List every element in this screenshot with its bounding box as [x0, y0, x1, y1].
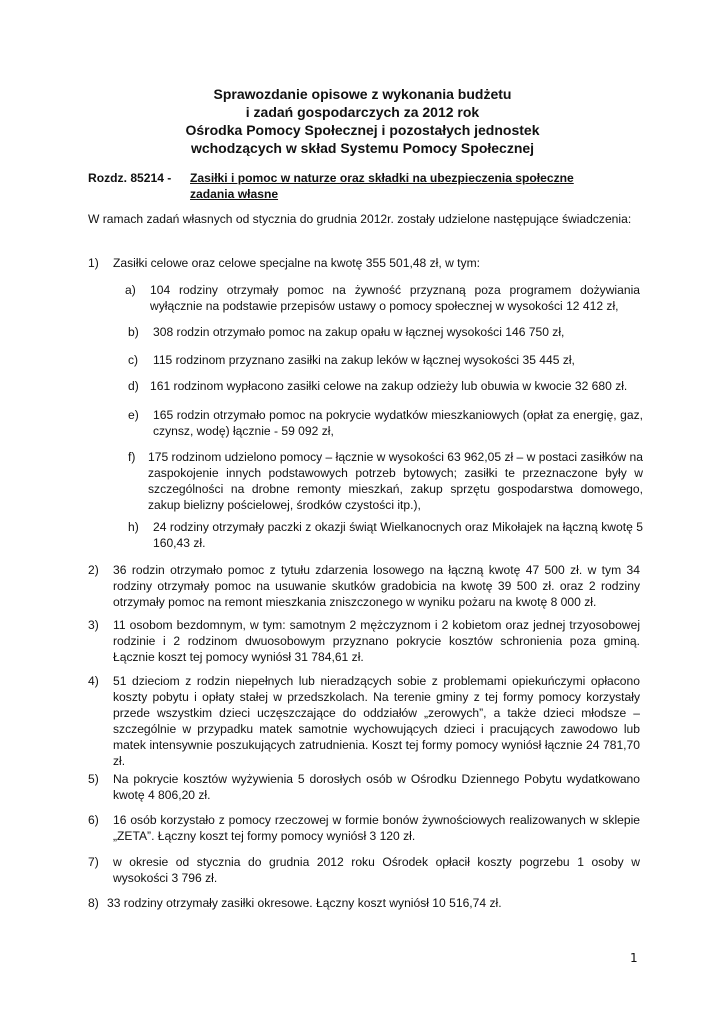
- sub-item-letter: e): [128, 408, 139, 422]
- sub-item-text: 165 rodzin otrzymało pomoc na pokrycie wydatków mieszkaniowych (opłat za energię, gaz, czynsz, wodę) łącznie - 59 092 zł,: [153, 408, 643, 438]
- item-text: 51 dzieciom z rodzin niepełnych lub nieradzących sobie z problemami opiekuńczymi opłacono koszty pobytu i opłaty stałej w przedszkolach. Na terenie gminy z tej formy pomocy korzystały przede wszystkim dzieci uczęszczające do oddziałów „zerowych”, a także dzieci młodsze – szczególnie w przypadku matek samotnie wychowujących dzieci i pracujących zawodowo lub matek intensywnie poszukujących zatrudnienia. Koszt tej formy pomocy wyniósł łącznie 24 781,70 zł.: [113, 674, 640, 768]
- item-number: 8): [88, 896, 99, 910]
- title-line: Sprawozdanie opisowe z wykonania budżetu: [213, 86, 512, 102]
- item-text: 11 osobom bezdomnym, w tym: samotnym 2 mężczyznom i 2 kobietom oraz jednej trzyosobowej rodzinie i 2 rodzinom dwuosobowym przyznano pokrycie kosztów schronienia poza gminą. Łącznie koszt tej pomocy wyniósł 31 784,61 zł.: [113, 618, 640, 664]
- list-item: [88, 562, 640, 610]
- sub-item-text: 161 rodzinom wypłacono zasiłki celowe na zakup odzieży lub obuwia w kwocie 32 680 zł.: [150, 379, 628, 393]
- page-number: 1: [630, 951, 638, 965]
- sub-item-letter: b): [128, 325, 139, 339]
- item-text: w okresie od stycznia do grudnia 2012 roku Ośrodek opłacił koszty pogrzebu 1 osoby w wysokości 3 796 zł.: [113, 855, 640, 885]
- sub-item: [125, 282, 640, 314]
- sub-item-letter: d): [128, 379, 139, 393]
- sub-item-letter: f): [128, 450, 136, 464]
- list-item: [88, 895, 640, 911]
- sub-item: [128, 407, 643, 439]
- list-item: [88, 812, 640, 844]
- list-item: [88, 617, 640, 665]
- intro-paragraph: W ramach zadań własnych od stycznia do grudnia 2012r. zostały udzielone następujące świadczenia:: [88, 212, 632, 226]
- list-item: [88, 854, 640, 886]
- sub-item: [128, 378, 658, 394]
- sub-item-text: 308 rodzin otrzymało pomoc na zakup opału w łącznej wysokości 146 750 zł,: [153, 325, 565, 339]
- report-title: [100, 85, 625, 157]
- item-text: 33 rodziny otrzymały zasiłki okresowe. Łączny koszt wyniósł 10 516,74 zł.: [107, 896, 502, 910]
- sub-item: [128, 352, 643, 368]
- sub-item-letter: a): [125, 283, 136, 297]
- list-item: [88, 771, 640, 803]
- sub-item: [128, 449, 643, 513]
- item-number: 5): [88, 772, 99, 786]
- title-line: wchodzących w skład Systemu Pomocy Społecznej: [190, 140, 535, 156]
- sub-item-letter: c): [128, 353, 139, 367]
- title-line: Ośrodka Pomocy Społecznej i pozostałych jednostek: [185, 122, 540, 138]
- section-title: Zasiłki i pomoc w naturze oraz składki na ubezpieczenia społeczne zadania własne: [190, 171, 574, 201]
- item-number: 3): [88, 618, 99, 632]
- title-line: i zadań gospodarczych za 2012 rok: [245, 104, 480, 120]
- sub-item-text: 24 rodziny otrzymały paczki z okazji świąt Wielkanocnych oraz Mikołajek na łączną kwotę 5 160,43 zł.: [153, 520, 643, 550]
- sub-item-text: 115 rodzinom przyznano zasiłki na zakup leków w łącznej wysokości 35 445 zł,: [153, 353, 575, 367]
- list-item: [88, 255, 640, 271]
- item-number: 2): [88, 563, 99, 577]
- item-text: 16 osób korzystało z pomocy rzeczowej w formie bonów żywnościowych realizowanych w sklepie „ZETA”. Łączny koszt tej formy pomocy wyniósł 3 120 zł.: [113, 813, 640, 843]
- item-text: Na pokrycie kosztów wyżywienia 5 dorosłych osób w Ośrodku Dziennego Pobytu wydatkowano kwotę 4 806,20 zł.: [113, 772, 640, 802]
- section-code: Rozdz. 85214 -: [88, 171, 172, 185]
- item-text: Zasiłki celowe oraz celowe specjalne na kwotę 355 501,48 zł, w tym:: [113, 256, 481, 270]
- item-number: 6): [88, 813, 99, 827]
- item-number: 4): [88, 674, 99, 688]
- sub-item-text: 104 rodziny otrzymały pomoc na żywność przyznaną poza programem dożywiania wyłącznie na podstawie przepisów ustawy o pomocy społecznej w wysokości 12 412 zł,: [150, 283, 640, 313]
- sub-item: [128, 324, 643, 340]
- item-number: 7): [88, 855, 99, 869]
- item-text: 36 rodzin otrzymało pomoc z tytułu zdarzenia losowego na łączną kwotę 47 500 zł. w tym 34 rodziny otrzymały pomoc na usuwanie skutków gradobicia na kwotę 39 500 zł. oraz 2 rodziny otrzymały pomoc na remont mieszkania zniszczonego w wyniku pożaru na kwotę 8 000 zł.: [113, 563, 640, 609]
- item-number: 1): [88, 256, 99, 270]
- list-item: [88, 673, 640, 769]
- sub-item-letter: h): [128, 520, 139, 534]
- sub-item: [128, 519, 643, 551]
- sub-item-text: 175 rodzinom udzielono pomocy – łącznie w wysokości 63 962,05 zł – w postaci zasiłków na zaspokojenie innych podstawowych potrzeb bytowych; zasiłki te przeznaczone były w szczególności na drobne remonty mieszkań, zakup sprzętu gospodarstwa domowego, zakup bielizny pościelowej, środków czystości itp.),: [148, 450, 643, 512]
